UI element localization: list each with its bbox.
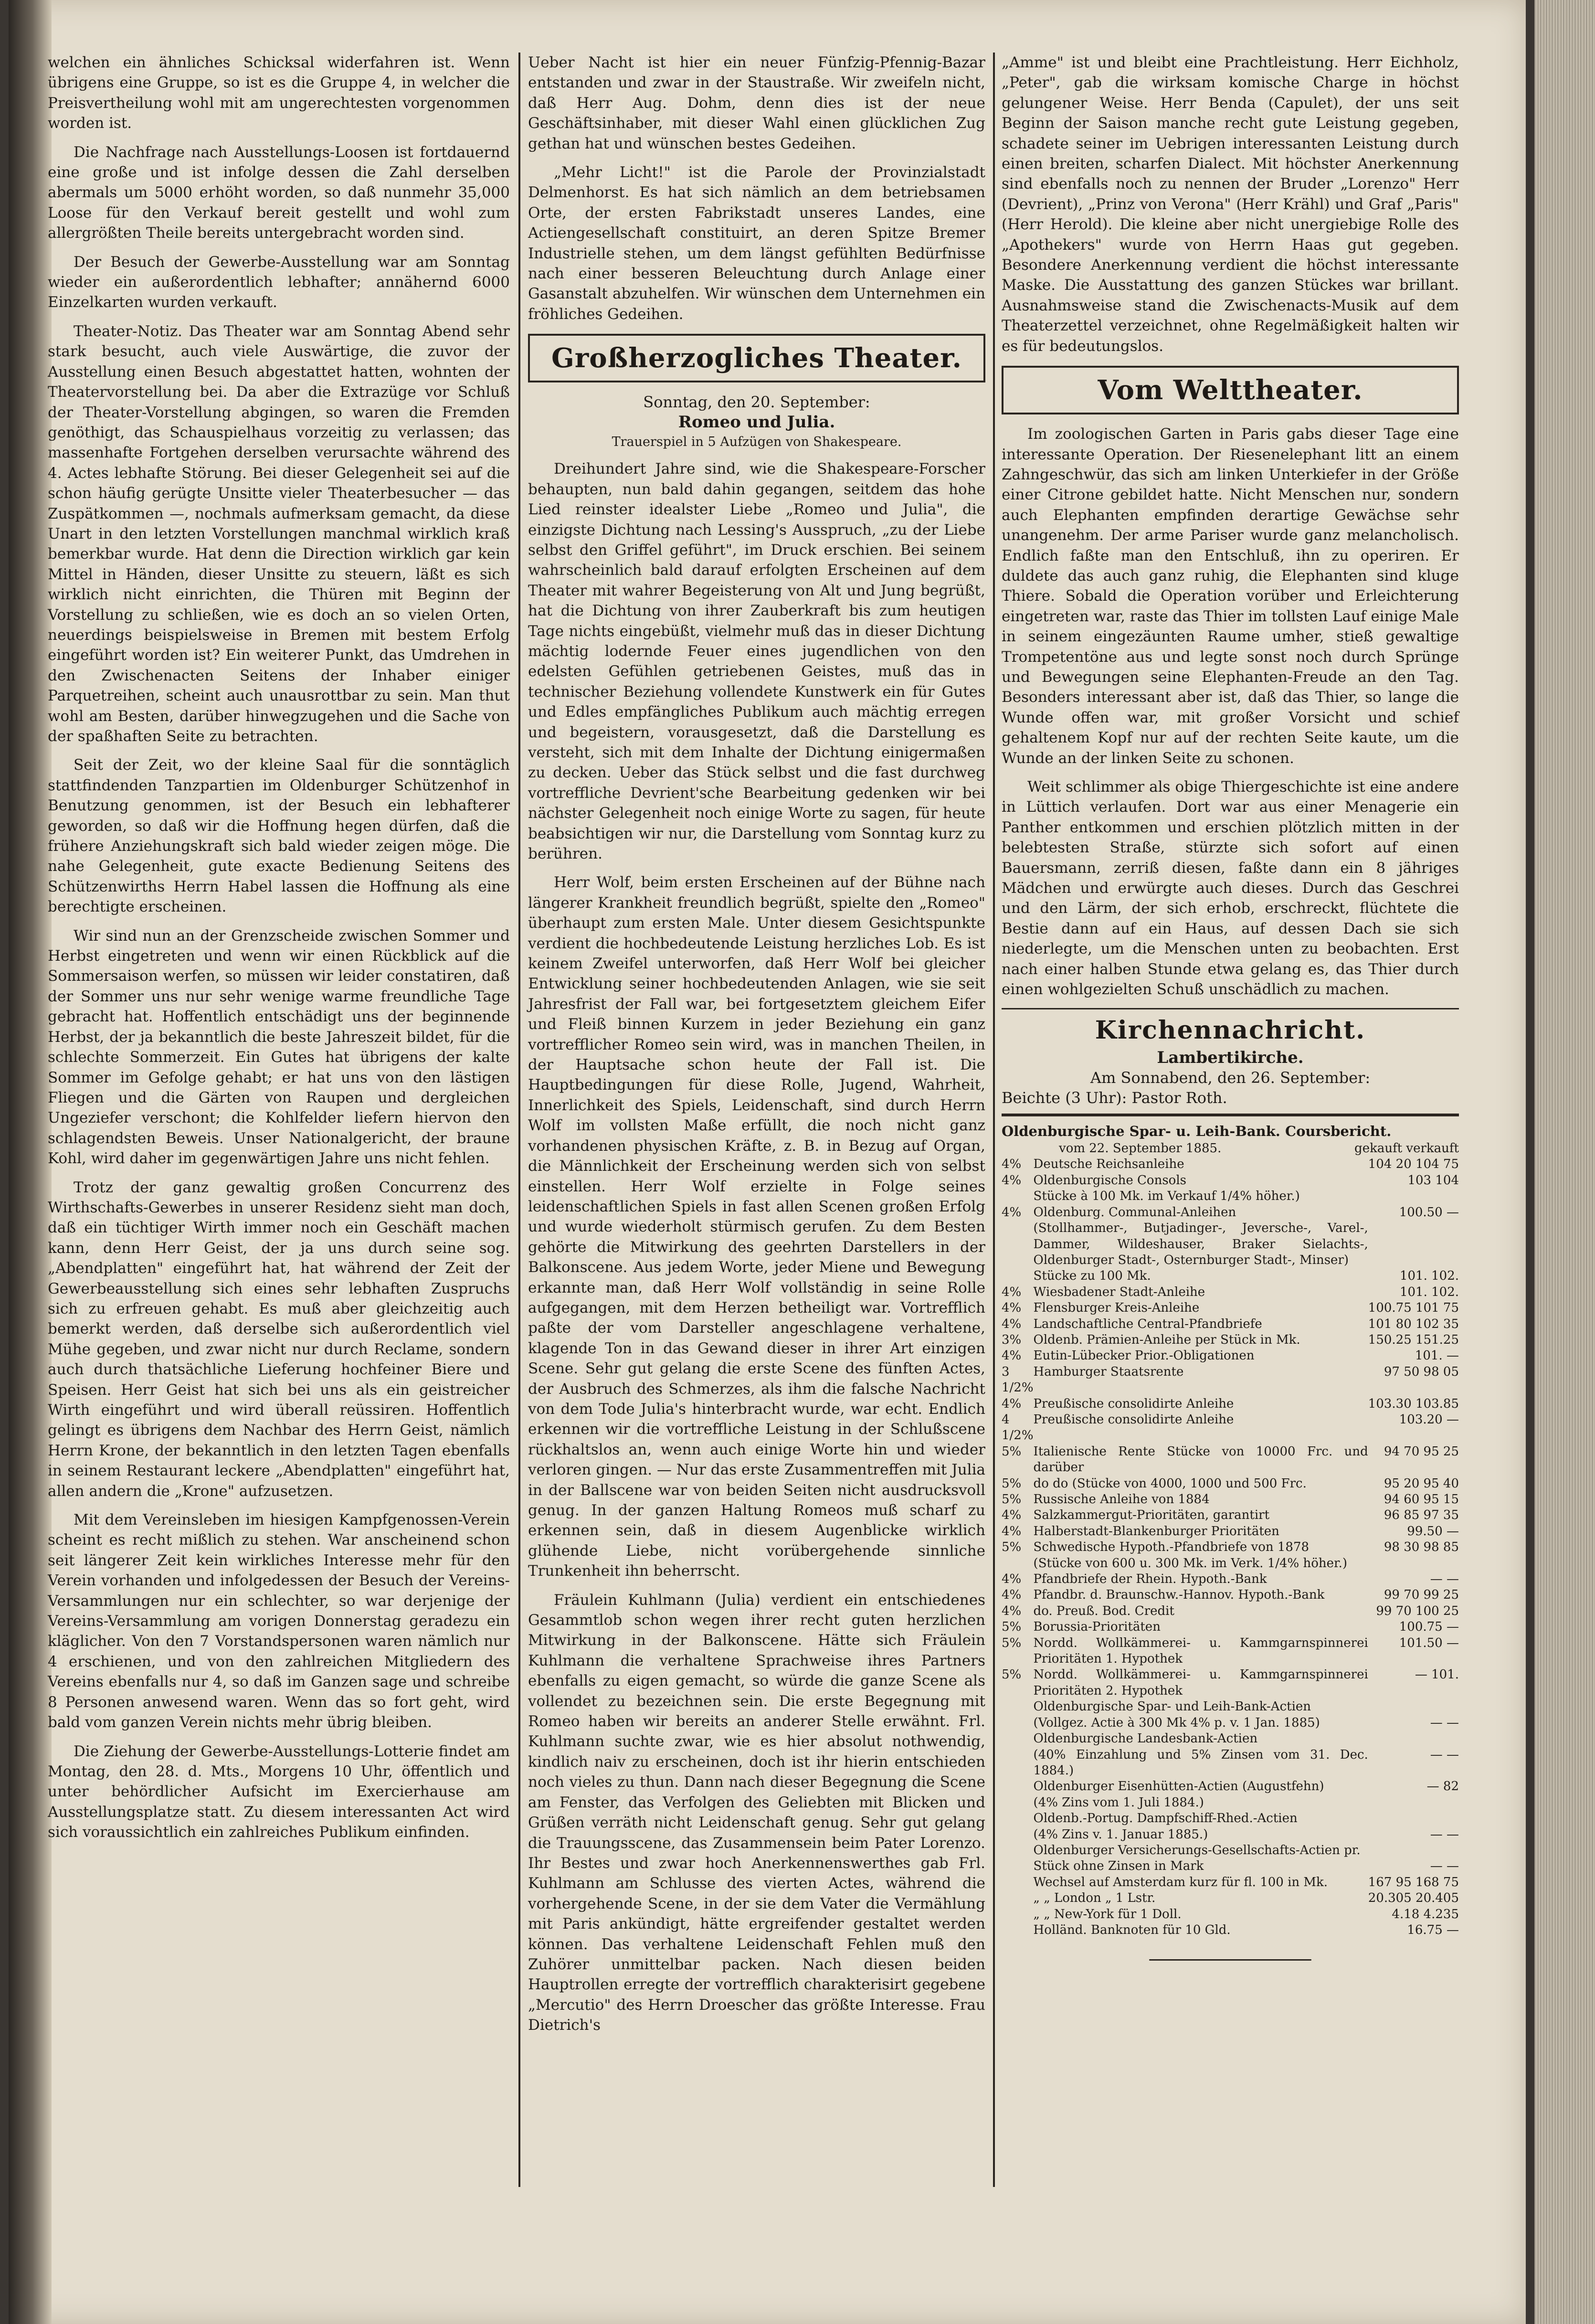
rate-percent: 4% bbox=[1002, 1396, 1022, 1411]
paragraph: Weit schlimmer als obige Thiergeschichte ist eine andere in Lüttich verlaufen. Dort war aus einer Menagerie ein Panther entkommen und erschien plötzlich mitten in der belebtesten Straße, stürzte sich sofort auf einen Bauersmann, zerriß diesen, faßte dann ein 8 jähriges Mädchen und erwürgte auch dieses. Durch das Geschrei und den Lärm, der sich erhob, erschreckt, flüchtete die Bestie dann auf ein Haus, auf dessen Dach sie sich niederlegte, um die Menschen unten zu beobachten. Erst nach einer halben Stunde etwa gelang es, das Thier durch einen wohlgezielten Schuß unschädlich zu machen. bbox=[1002, 778, 1459, 998]
security-name: Deutsche Reichsanleihe bbox=[1033, 1157, 1184, 1172]
section-divider bbox=[1002, 1008, 1459, 1009]
paragraph: „Amme" ist und bleibt eine Prachtleistung. Herr Eichholz, „Peter", gab die wirksam komische Charge in höchst gelungener Weise. Herr Benda (Capulet), der uns seit Beginn der Saison manche recht gute Leistung gegeben, schadete seiner im Uebrigen interessanten Leistung durch einen breiten, scharfen Dialect. Mit höchster Anerkennung sind ebenfalls noch zu nennen der Bruder „Lorenzo" Herr (Devrient), „Prinz von Verona" (Herr Krähl) und Graf „Paris" (Herr Herold). Die kleine aber nicht unergiebige Rolle des „Apothekers" wurde von Herrn Haas gut gegeben. Besondere Anerkennung verdient die höchst interessante Maske. Die Ausstattung des ganzen Stückes war brillant. Ausnahmsweise stand die Zwischenacts-Musik auf dem Theaterzettel verzeichnet, ohne Regelmäßigkeit halten wir es für bedeutungslos. bbox=[1002, 54, 1459, 355]
table-row bbox=[1002, 1492, 1459, 1507]
security-name: (40% Einzahlung und 5% Zinsen vom 31. Dec. 1884.) bbox=[1033, 1747, 1368, 1778]
rate-percent bbox=[1002, 1189, 1034, 1204]
rate-values: 103.20 — bbox=[1399, 1412, 1459, 1427]
rate-percent: 4% bbox=[1002, 1284, 1022, 1299]
rate-percent bbox=[1002, 1890, 1034, 1906]
exchange-rate-table bbox=[1002, 1157, 1459, 1938]
rate-values: 167 95 168 75 bbox=[1368, 1875, 1459, 1889]
table-row bbox=[1002, 1795, 1459, 1811]
book-spine bbox=[9, 0, 52, 2324]
bank-heading: Oldenburgische Spar- u. Leih-Bank. Coursbericht. bbox=[1002, 1123, 1392, 1140]
bank-columns: gekauft verkauft bbox=[1354, 1141, 1459, 1156]
security-name: Stücke zu 100 Mk. bbox=[1033, 1269, 1151, 1284]
rate-values bbox=[1368, 1556, 1459, 1571]
table-row bbox=[1002, 1907, 1459, 1922]
rate-percent bbox=[1002, 1715, 1034, 1731]
table-row bbox=[1002, 1539, 1459, 1555]
rate-percent bbox=[1002, 1699, 1034, 1715]
rate-percent: 4% bbox=[1002, 1588, 1022, 1602]
security-name: Italienische Rente Stücke von 10000 Frc. und darüber bbox=[1033, 1444, 1368, 1475]
table-row bbox=[1002, 1731, 1459, 1747]
end-flourish bbox=[1149, 1957, 1311, 1962]
rate-values: 99.50 — bbox=[1407, 1524, 1459, 1539]
rate-values: — — bbox=[1430, 1827, 1459, 1842]
rate-values: — — bbox=[1430, 1715, 1459, 1730]
security-name: do. Preuß. Bod. Credit bbox=[1033, 1603, 1174, 1618]
rate-values bbox=[1368, 1843, 1459, 1858]
rate-values: 101. 102. bbox=[1399, 1269, 1459, 1284]
church-heading: Kirchennachricht. bbox=[1095, 1016, 1366, 1045]
security-name: Nordd. Wollkämmerei- u. Kammgarnspinnerei Prioritäten 1. Hypothek bbox=[1033, 1635, 1368, 1666]
rate-percent: 5% bbox=[1002, 1540, 1022, 1555]
rate-percent bbox=[1002, 1779, 1034, 1794]
rate-percent bbox=[1002, 1811, 1034, 1826]
security-name: (Stücke von 600 u. 300 Mk. im Verk. 1/4% höher.) bbox=[1033, 1556, 1348, 1571]
rate-values: 94 60 95 15 bbox=[1384, 1492, 1459, 1507]
column-local-news bbox=[48, 53, 510, 1851]
column-world-news bbox=[1002, 53, 1459, 1962]
column-rule bbox=[518, 53, 520, 2187]
table-row bbox=[1002, 1316, 1459, 1332]
table-row bbox=[1002, 1268, 1459, 1284]
table-row bbox=[1002, 1476, 1459, 1492]
security-name: Schwedische Hypoth.-Pfandbriefe von 1878 bbox=[1033, 1540, 1310, 1555]
rate-values: 101 80 102 35 bbox=[1368, 1316, 1459, 1331]
security-name: Holländ. Banknoten für 10 Gld. bbox=[1033, 1922, 1231, 1937]
column-rule bbox=[993, 53, 995, 2187]
table-row bbox=[1002, 1619, 1459, 1635]
rate-values bbox=[1368, 1220, 1459, 1268]
rate-values: 4.18 4.235 bbox=[1392, 1907, 1459, 1921]
security-name: Nordd. Wollkämmerei- u. Kammgarnspinnerei Prioritäten 2. Hypothek bbox=[1033, 1667, 1368, 1698]
table-row bbox=[1002, 1396, 1459, 1412]
table-row bbox=[1002, 1364, 1459, 1396]
rate-values: 101. 102. bbox=[1399, 1284, 1459, 1299]
rate-values: 150.25 151.25 bbox=[1368, 1332, 1459, 1347]
table-row bbox=[1002, 1412, 1459, 1444]
rate-values: — — bbox=[1430, 1859, 1459, 1874]
security-name: Eutin-Lübecker Prior.-Obligationen bbox=[1033, 1348, 1255, 1363]
rate-values: 95 20 95 40 bbox=[1384, 1476, 1459, 1491]
rate-values bbox=[1368, 1795, 1459, 1811]
rate-percent bbox=[1002, 1827, 1034, 1843]
rate-values: 20.305 20.405 bbox=[1368, 1891, 1459, 1906]
table-row bbox=[1002, 1635, 1459, 1667]
rate-values: 101.50 — bbox=[1399, 1635, 1459, 1650]
church-service: Beichte (3 Uhr): Pastor Roth. bbox=[1002, 1089, 1227, 1107]
security-name: (4% Zins vom 1. Juli 1884.) bbox=[1033, 1795, 1204, 1810]
rate-percent bbox=[1002, 1875, 1034, 1890]
security-name: Preußische consolidirte Anleihe bbox=[1033, 1412, 1234, 1427]
table-row bbox=[1002, 1284, 1459, 1300]
security-name: Oldenburger Versicherungs-Gesellschafts-Actien pr. bbox=[1033, 1843, 1361, 1857]
rate-values: — — bbox=[1430, 1572, 1459, 1587]
table-row bbox=[1002, 1715, 1459, 1731]
security-name: Hamburger Staatsrente bbox=[1033, 1364, 1184, 1379]
rate-values: 100.75 101 75 bbox=[1368, 1301, 1459, 1316]
security-name: Oldenburger Eisenhütten-Actien (Augustfehn) bbox=[1033, 1779, 1324, 1794]
welt-heading: Vom Welttheater. bbox=[1098, 374, 1363, 406]
table-row bbox=[1002, 1890, 1459, 1906]
security-name: Pfandbriefe der Rhein. Hypoth.-Bank bbox=[1033, 1572, 1267, 1587]
rate-percent bbox=[1002, 1747, 1034, 1779]
security-name: (Stollhammer-, Butjadinger-, Jeversche-, Varel-, Dammer, Wildeshauser, Braker Sielachts-, Oldenburger Stadt-, Osternburger Stadt-, Minser) bbox=[1033, 1221, 1368, 1267]
table-row bbox=[1002, 1667, 1459, 1699]
table-row bbox=[1002, 1205, 1459, 1220]
rate-values: 100.50 — bbox=[1399, 1205, 1459, 1220]
security-name: Russische Anleihe von 1884 bbox=[1033, 1492, 1210, 1507]
rate-percent: 5% bbox=[1002, 1667, 1022, 1682]
table-row bbox=[1002, 1444, 1459, 1476]
bank-date: vom 22. September 1885. bbox=[1059, 1141, 1222, 1156]
rate-values: 101. — bbox=[1415, 1348, 1459, 1363]
paragraph: Der Besuch der Gewerbe-Ausstellung war am Sonntag wieder ein außerordentlich lebhafter; annähernd 6000 Einzelkarten wurden verkauft. bbox=[48, 253, 510, 311]
table-row bbox=[1002, 1556, 1459, 1571]
rate-percent: 4% bbox=[1002, 1316, 1022, 1331]
security-name: Stück ohne Zinsen in Mark bbox=[1033, 1859, 1204, 1874]
rate-percent bbox=[1002, 1858, 1034, 1874]
rate-values: — 82 bbox=[1426, 1779, 1459, 1794]
paragraph: welchen ein ähnliches Schicksal widerfahren ist. Wenn übrigens eine Gruppe, so ist es die Gruppe 4, in welcher die Preisvertheilung wohl mit am ungerechtesten vorgenommen worden ist. bbox=[48, 54, 510, 132]
security-name: Halberstadt-Blankenburger Prioritäten bbox=[1033, 1524, 1279, 1539]
table-row bbox=[1002, 1875, 1459, 1890]
rate-values bbox=[1368, 1699, 1459, 1715]
paragraph: Im zoologischen Garten in Paris gabs dieser Tage eine interessante Operation. Der Riesenelephant litt an einem Zahngeschwür, das sich am linken Unterkiefer in der Größe einer Citrone gebildet hatte. Nicht Menschen nur, sondern auch Elephanten empfinden derartige Gewächse sehr unangenehm. Der arme Pariser wurde ganz melancholisch. Endlich faßte man den Entschluß, ihn zu operiren. Er duldete das auch ganz ruhig, die Elephanten sind kluge Thiere. Sobald die Operation vorüber und Erleichterung eingetreten war, raste das Thier im tollsten Lauf einige Male in seinem eingezäunten Raume umher, stieß gewaltige Trompetentöne aus und legte sonst noch durch Sprünge und Bewegungen seine Elephanten-Freude an den Tag. Besonders interessant aber ist, daß das Thier, so lange die Wunde offen war, mit großer Vorsicht und schief gehaltenem Kopf nur auf der rechten Seite kaute, um die Wunde an der linken Seite zu schonen. bbox=[1002, 425, 1459, 767]
table-row bbox=[1002, 1348, 1459, 1364]
table-row bbox=[1002, 1843, 1459, 1858]
table-row bbox=[1002, 1779, 1459, 1794]
table-row bbox=[1002, 1220, 1459, 1268]
security-name: Oldenburgische Consols bbox=[1033, 1173, 1186, 1188]
performance-date: Sonntag, den 20. September: bbox=[643, 393, 870, 412]
paragraph: Theater-Notiz. Das Theater war am Sonntag Abend sehr stark besucht, auch viele Auswärtige, die zuvor der Ausstellung einen Besuch abgestattet hatten, wohnten der Theatervorstellung bei. Da aber die Extrazüge vor Schluß der Theater-Vorstellung abgingen, so waren die Fremden genöthigt, das Schauspielhaus vorzeitig zu verlassen; das massenhafte Fortgehen derselben verursachte während des 4. Actes lebhafte Störung. Bei dieser Gelegenheit sei auf die schon häufig gerügte Unsitte vieler Theaterbesucher — das Zuspätkommen —, nochmals aufmerksam gemacht, da diese Unart in den letzten Vorstellungen manchmal wirklich kraß bemerkbar wurde. Hat denn die Direction wirklich gar kein Mittel in Händen, dieser Unsitte zu steuern, läßt es sich wirklich nicht einrichten, die Thüren mit Beginn der Vorstellung zu schließen, wie es doch an so vielen Orten, neuerdings beispielsweise in Bremen mit bestem Erfolg eingeführt worden ist? Ein weiterer Punkt, das Umdrehen in den Zwischenacten Seitens der Inhaber einiger Parquetreihen, scheint auch unausrottbar zu sein. Man thut wohl am Besten, darüber hinwegzugehen und die Sache von der spaßhaften Seite zu betrachten. bbox=[48, 322, 510, 745]
table-row bbox=[1002, 1507, 1459, 1523]
rate-values: 16.75 — bbox=[1407, 1922, 1459, 1937]
security-name: Oldenb.-Portug. Dampfschiff-Rhed.-Actien bbox=[1033, 1811, 1298, 1826]
security-name: Oldenburgische Landesbank-Actien bbox=[1033, 1731, 1258, 1746]
paragraph: Fräulein Kuhlmann (Julia) verdient ein entschiedenes Gesammtlob schon wegen ihrer recht guten herzlichen Mitwirkung in der Balkonscene. Hätte sich Fräulein Kuhlmann die verhaltene Sprachweise ihres Partners ebenfalls zu eigen gemacht, so würde die ganze Scene als vollendet zu bezeichnen sein. Die erste Begegnung mit Romeo haben wir bereits an anderer Stelle erwähnt. Frl. Kuhlmann suchte zwar, wie es hier absolut nothwendig, kindlich naiv zu erscheinen, doch ist ihr hierin entschieden noch vieles zu thun. Dann nach dieser Begegnung die Scene am Fenster, das Verfolgen des Geliebten mit Blicken und Grüßen verräth nicht Leidenschaft genug. Sehr gut gelang die Trauungsscene, das Zusammensein beim Pater Lorenzo. Ihr Bestes und zwar hoch Anerkennenswerthes gab Frl. Kuhlmann am Schlusse des vierten Actes, während die vorhergehende Scene, in der sie dem Vater die Vermählung mit Paris ankündigt, hätte ergreifender gestaltet werden können. Das verhaltene Leidenschaft Fehlen muß den Zuhörer unmittelbar packen. Nach diesen beiden Hauptrollen erregte der vortrefflich charakterisirt gegebene „Mercutio" des Herrn Droescher das größte Interesse. Frau Dietrich's bbox=[528, 1591, 985, 2034]
rate-percent bbox=[1002, 1907, 1034, 1922]
table-row bbox=[1002, 1571, 1459, 1587]
table-row bbox=[1002, 1858, 1459, 1874]
rate-values: — 101. bbox=[1415, 1667, 1459, 1682]
rate-values: 94 70 95 25 bbox=[1384, 1444, 1459, 1459]
table-row bbox=[1002, 1189, 1459, 1204]
rate-percent: 5% bbox=[1002, 1476, 1022, 1491]
rate-percent bbox=[1002, 1843, 1034, 1858]
rate-values: 103 104 bbox=[1407, 1173, 1459, 1188]
security-name: Salzkammergut-Prioritäten, garantirt bbox=[1033, 1508, 1270, 1523]
rate-values: 99 70 99 25 bbox=[1384, 1588, 1459, 1602]
paragraph: „Mehr Licht!" ist die Parole der Provinzialstadt Delmenhorst. Es hat sich nämlich an dem betriebsamen Orte, der ersten Fabrikstadt unseres Landes, eine Actiengesellschaft constituirt, an deren Spitze Bremer Industrielle stehen, um dem längst gefühlten Bedürfnisse nach einer besseren Beleuchtung durch Anlage einer Gasanstalt abzuhelfen. Wir wünschen dem Unternehmen ein fröhliches Gedeihen. bbox=[528, 164, 985, 323]
security-name: Wechsel auf Amsterdam kurz für fl. 100 in Mk. bbox=[1033, 1875, 1328, 1889]
rate-values: 100.75 — bbox=[1399, 1620, 1459, 1634]
table-row bbox=[1002, 1603, 1459, 1619]
rate-values: 97 50 98 05 bbox=[1384, 1364, 1459, 1379]
security-name: „ „ London „ 1 Lstr. bbox=[1033, 1891, 1156, 1906]
security-name: Landschaftliche Central-Pfandbriefe bbox=[1033, 1316, 1262, 1331]
paragraph: Die Nachfrage nach Ausstellungs-Loosen ist fortdauernd eine große und ist infolge dessen die Zahl derselben abermals um 5000 erhöht worden, so daß nunmehr 35,000 Loose für den Verkauf bereit gestellt und wohl zum allergrößten Theile bereits untergebracht worden sind. bbox=[48, 143, 510, 242]
table-row bbox=[1002, 1827, 1459, 1843]
rate-percent: 4% bbox=[1002, 1301, 1022, 1316]
rate-values bbox=[1368, 1811, 1459, 1826]
rate-percent bbox=[1002, 1556, 1034, 1571]
table-row bbox=[1002, 1811, 1459, 1826]
rate-percent: 4% bbox=[1002, 1157, 1022, 1172]
security-name: Preußische consolidirte Anleihe bbox=[1033, 1396, 1234, 1411]
security-name: „ „ New-York für 1 Doll. bbox=[1033, 1907, 1182, 1921]
security-name: Stücke à 100 Mk. im Verkauf 1/4% höher.) bbox=[1033, 1189, 1300, 1204]
security-name: Flensburger Kreis-Anleihe bbox=[1033, 1301, 1200, 1316]
rate-percent: 4 1/2% bbox=[1002, 1412, 1034, 1443]
rate-values: 96 85 97 35 bbox=[1384, 1508, 1459, 1523]
table-row bbox=[1002, 1173, 1459, 1189]
paragraph: Wir sind nun an der Grenzscheide zwischen Sommer und Herbst eingetreten und wenn wir einen Rückblick auf die Sommersaison werfen, so müssen wir leider constatiren, daß der Sommer uns nur sehr wenige warme freundliche Tage gebracht hat. Hoffentlich entschädigt uns der beginnende Herbst, der ja bekanntlich die beste Jahreszeit bildet, für die schlechte Sommerzeit. Ein Gutes hat übrigens der kalte Sommer im Gefolge gehabt; er hat uns von den lästigen Fliegen und die Gärten von Raupen und dergleichen Ungeziefer verschont; die Kohlfelder liefern hiervon den schlagendsten Beweis. Unser Nationalgericht, der braune Kohl, wird daher im gegenwärtigen Jahre uns nicht fehlen. bbox=[48, 927, 510, 1167]
church-date: Am Sonnabend, den 26. September: bbox=[1090, 1069, 1371, 1087]
paragraph: Seit der Zeit, wo der kleine Saal für die sonntäglich stattfindenden Tanzpartien im Oldenburger Schützenhof in Benutzung genommen, ist der Besuch ein lebhafterer geworden, so daß wir die Hoffnung hegen dürfen, daß die frühere Anziehungskraft sich bald wieder zeigen möge. Die nahe Gelegenheit, gute exacte Bedienung Seitens des Schützenwirths Herrn Habel lassen die Hoffnung als eine berechtigte erscheinen. bbox=[48, 756, 510, 916]
table-row bbox=[1002, 1922, 1459, 1938]
rate-percent: 4% bbox=[1002, 1348, 1022, 1363]
theater-heading: Großherzogliches Theater. bbox=[551, 342, 962, 374]
column-theater bbox=[528, 53, 985, 2044]
rate-percent: 4% bbox=[1002, 1205, 1022, 1220]
security-name: Oldenburgische Spar- und Leih-Bank-Actien bbox=[1033, 1699, 1311, 1714]
rate-percent bbox=[1002, 1268, 1034, 1284]
rate-percent: 5% bbox=[1002, 1492, 1022, 1507]
table-row bbox=[1002, 1332, 1459, 1348]
rate-values bbox=[1368, 1731, 1459, 1747]
paragraph: Ueber Nacht ist hier ein neuer Fünfzig-Pfennig-Bazar entstanden und zwar in der Staustraße. Wir zweifeln nicht, daß Herr Aug. Dohm, denn dies ist der neue Geschäftsinhaber, mit dieser Wahl einen glücklichen Zug gethan hat und wünschen bestes Gedeihen. bbox=[528, 54, 985, 152]
rate-percent: 4% bbox=[1002, 1173, 1022, 1188]
rate-percent: 5% bbox=[1002, 1635, 1022, 1650]
table-row bbox=[1002, 1747, 1459, 1779]
rate-values bbox=[1368, 1189, 1459, 1204]
page-edges bbox=[1534, 0, 1595, 2324]
rate-values: 103.30 103.85 bbox=[1368, 1396, 1459, 1411]
newspaper-page bbox=[9, 0, 1526, 2324]
table-row bbox=[1002, 1524, 1459, 1539]
table-row bbox=[1002, 1699, 1459, 1715]
theater-heading-box bbox=[528, 334, 985, 382]
rate-values: 104 20 104 75 bbox=[1368, 1157, 1459, 1172]
play-title: Romeo und Julia. bbox=[678, 413, 835, 432]
table-row bbox=[1002, 1157, 1459, 1172]
security-name: (Vollgez. Actie à 300 Mk 4% p. v. 1 Jan. 1885) bbox=[1033, 1715, 1320, 1730]
security-name: Wiesbadener Stadt-Anleihe bbox=[1033, 1284, 1205, 1299]
section-divider bbox=[1002, 1114, 1459, 1116]
paragraph: Mit dem Vereinsleben im hiesigen Kampfgenossen-Verein scheint es recht mißlich zu stehen. War anscheinend schon seit längerer Zeit kein wirkliches Interesse mehr für den Verein vorhanden und infolgedessen der Besuch der Vereins-Versammlungen nur ein schlechter, so war derjenige der Vereins-Versammlung am vorigen Donnerstag geradezu ein kläglicher. Von den 7 Vorstandspersonen waren nämlich nur 4 erschienen, und von den zahlreichen Mitgliedern des Vereins ebenfalls nur 4, so daß im Ganzen sage und schreibe 8 Personen anwesend waren. Wenn das so fort geht, wird bald vom ganzen Verein nichts mehr übrig bleiben. bbox=[48, 1511, 510, 1731]
rate-percent: 4% bbox=[1002, 1572, 1022, 1587]
table-row bbox=[1002, 1300, 1459, 1316]
bank-subheader bbox=[1002, 1140, 1459, 1157]
security-name: Pfandbr. d. Braunschw.-Hannov. Hypoth.-Bank bbox=[1033, 1588, 1325, 1602]
paragraph: Herr Wolf, beim ersten Erscheinen auf der Bühne nach längerer Krankheit freundlich begrüßt, spielte den „Romeo" überhaupt zum ersten Male. Unter diesem Gesichtspunkte verdient die hochbedeutende Leistung herzliches Lob. Es ist keinem Zweifel unterworfen, daß Herr Wolf bei gleicher Entwicklung seiner hochbedeutenden Anlagen, wie sie seit Jahresfrist der Fall war, bei fortgesetztem gleichem Eifer und Fleiß binnen Kurzem in jeder Beziehung ein ganz vortrefflicher Romeo sein wird, was in manchen Theilen, in der Hauptsache schon heute der Fall ist. Die Hauptbedingungen für diese Rolle, Jugend, Wahrheit, Innerlichkeit des Spiels, Leidenschaft, sind durch Herrn Wolf im vollsten Maße erfüllt, die noch nicht ganz vorhandenen physischen Kräfte, z. B. in Bezug auf Organ, die Männlichkeit der Erscheinung werden sich von selbst einstellen. Herr Wolf erzielte in Folge seines leidenschaftlichen Spiels in fast allen Scenen großen Erfolg und wurde wiederholt stürmisch gerufen. Zu dem Besten gehörte die Mitwirkung des geehrten Darstellers in der Balkonscene. Aus jedem Worte, jeder Miene und Bewegung erkannte man, daß Herr Wolf vollständig in seine Rolle aufgegangen, mit dem Herzen betheiligt war. Vortrefflich paßte der vom Darsteller angeschlagene verhaltene, klagende Ton in das Gewand dieser in ihrer Art einzigen Scene. Sehr gut gelang die erste Scene des fünften Actes, der Ausbruch des Schmerzes, als ihm die falsche Nachricht von dem Tode Julia's hinterbracht wurde, war echt. Endlich erkennen wir die vortreffliche Leistung in der Schlußscene rückhaltslos an, wenn auch einige Worte hin und wieder verloren gingen. — Nur das erste Zusammentreffen mit Julia in der Ballscene war von beiden Seiten nicht ausdrucksvoll genug. In der ganzen Haltung Romeos muß scharf zu erkennen sein, daß in diesem Augenblicke wirklich glühende Liebe, nicht vorübergehende sinnliche Trunkenheit ihn beherrscht. bbox=[528, 874, 985, 1580]
rate-percent: 5% bbox=[1002, 1444, 1022, 1459]
rate-percent bbox=[1002, 1922, 1034, 1938]
rate-percent: 3% bbox=[1002, 1332, 1022, 1347]
rate-percent bbox=[1002, 1795, 1034, 1811]
rate-percent: 5% bbox=[1002, 1620, 1022, 1634]
rate-percent bbox=[1002, 1220, 1034, 1268]
play-subtitle: Trauerspiel in 5 Aufzügen von Shakespeare. bbox=[612, 435, 902, 450]
security-name: Borussia-Prioritäten bbox=[1033, 1620, 1161, 1634]
security-name: Oldenburg. Communal-Anleihen bbox=[1033, 1205, 1236, 1220]
rate-percent: 3 1/2% bbox=[1002, 1364, 1034, 1395]
rate-values: 99 70 100 25 bbox=[1376, 1603, 1459, 1618]
rate-percent: 4% bbox=[1002, 1603, 1022, 1618]
paragraph: Trotz der ganz gewaltig großen Concurrenz des Wirthschafts-Gewerbes in unserer Residenz sieht man doch, daß ein tüchtiger Wirth immer noch ein Geschäft machen kann, denn Herr Geist, der ja uns durch seine sog. „Abendplatten" eingeführt hat, hat während der Zeit der Gewerbeausstellung sich eines sehr lebhaften Zuspruchs sich zu erfreuen gehabt. Es muß aber gleichzeitig auch bemerkt werden, daß derselbe sich außerordentlich viel Mühe gegeben, und zwar nicht nur durch Reclame, sondern auch durch thatsächliche Lieferung hochfeiner Biere und Speisen. Herr Geist hat sich bei uns als ein geistreicher Wirth eingeführt und wird überall reüssiren. Hoffentlich gelingt es übrigens dem Nachbar des Herrn Geist, nämlich Herrn Krone, der bekanntlich in den letzten Tagen ebenfalls in seinem Restaurant leckere „Abendplatten" eingeführt hat, allen andern die „Krone" aufzusetzen. bbox=[48, 1178, 510, 1500]
rate-percent: 4% bbox=[1002, 1524, 1022, 1539]
security-name: Oldenb. Prämien-Anleihe per Stück in Mk. bbox=[1033, 1332, 1300, 1347]
rate-percent: 4% bbox=[1002, 1508, 1022, 1523]
rate-values: — — bbox=[1430, 1747, 1459, 1762]
security-name: (4% Zins v. 1. Januar 1885.) bbox=[1033, 1827, 1208, 1842]
welt-heading-box bbox=[1002, 366, 1459, 414]
table-row bbox=[1002, 1587, 1459, 1603]
church-name: Lambertikirche. bbox=[1157, 1048, 1304, 1068]
security-name: do do (Stücke von 4000, 1000 und 500 Frc. bbox=[1033, 1476, 1307, 1491]
rate-values: 98 30 98 85 bbox=[1384, 1540, 1459, 1555]
rate-percent bbox=[1002, 1731, 1034, 1747]
paragraph: Die Ziehung der Gewerbe-Ausstellungs-Lotterie findet am Montag, den 28. d. Mts., Morgens 10 Uhr, öffentlich und unter behördlicher Aufsicht im Exercierhause am Ausstellungsplatze statt. Zu diesem interessanten Act wird sich voraussichtlich ein zahlreiches Publikum einfinden. bbox=[48, 1742, 510, 1841]
paragraph: Dreihundert Jahre sind, wie die Shakespeare-Forscher behaupten, nun bald dahin gegangen, seitdem das hohe Lied reinster idealster Liebe „Romeo und Julia", die einzigste Dichtung nach Lessing's Ausspruch, „zu der Liebe selbst den Griffel geführt", im Druck erschien. Bei seinem wahrscheinlich bald darauf erfolgten Erscheinen auf dem Theater mit wahrer Begeisterung von Alt und Jung begrüßt, hat die Dichtung von ihrer Zauberkraft bis zum heutigen Tage nichts eingebüßt, vielmehr muß das in dieser Dichtung mächtig lodernde Feuer eines jugendlichen von den edelsten Gefühlen getriebenen Geistes, muß das in technischer Beziehung vollendete Kunstwerk ein für Gutes und Edles empfängliches Publikum auch mächtig erregen und begeistern, vorausgesetzt, daß die Darstellung es versteht, sich mit dem Inhalte der Dichtung einigermaßen zu decken. Ueber das Stück selbst und die fast durchweg vortreffliche Devrient'sche Bearbeitung gedenken wir bei nächster Gelegenheit noch einige Worte zu sagen, für heute beabsichtigen wir nur, die Darstellung vom Sonntag kurz zu berühren. bbox=[528, 460, 985, 862]
